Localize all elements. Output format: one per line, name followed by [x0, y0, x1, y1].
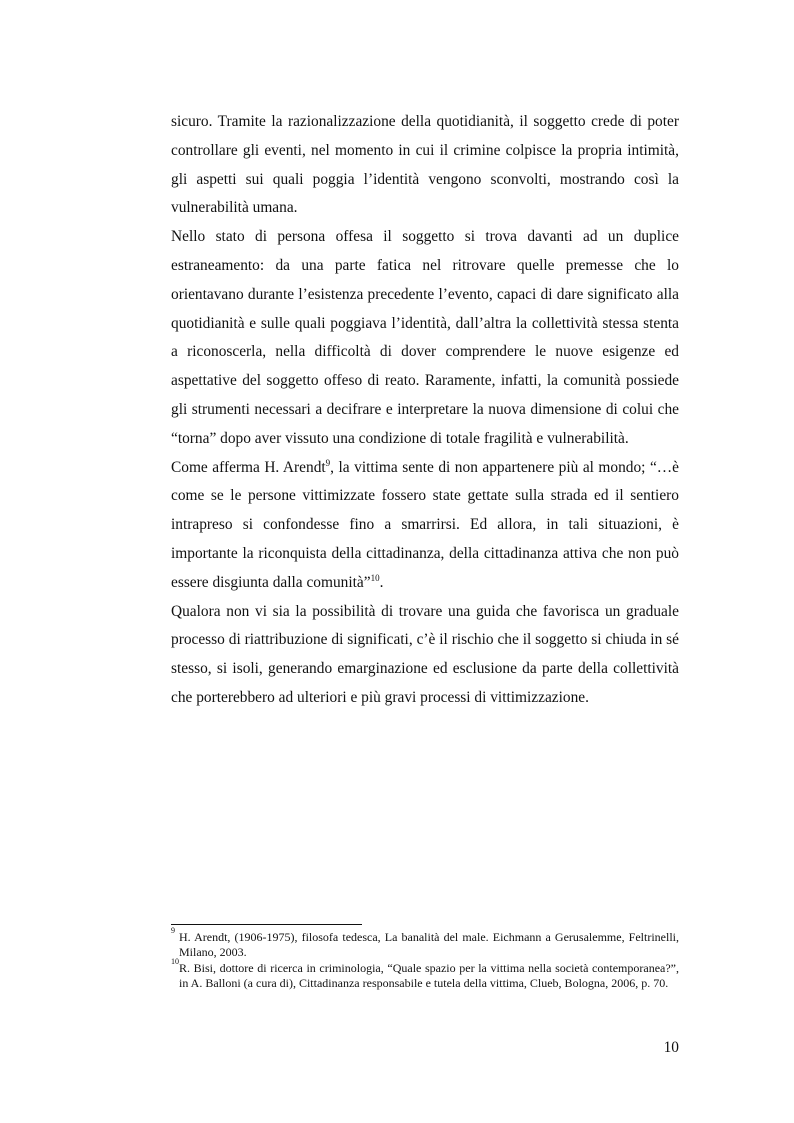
paragraph-3-start: Come afferma H. Arendt — [171, 458, 326, 476]
paragraph-1: sicuro. Tramite la razionalizzazione della quotidianità, il soggetto crede di poter controllare gli eventi, nel momento in cui il crimine colpisce la propria intimità, gli aspetti sui quali poggia l’identità vengono sconvolti, mostrando così la vulnerabilità umana. — [171, 113, 679, 217]
footnote-10 — [171, 956, 679, 992]
footnote-text: R. Bisi, dottore di ricerca in criminologia, “Quale spazio per la vittima nella società contemporanea?”, in A. Balloni (a cura di), Cittadinanza responsabile e tutela della vittima, Clueb, Bologna, 2006, p. 70. — [179, 960, 679, 990]
paragraph-3-quote: , la vittima sente di non appartenere più al mondo; “…è come se le persone vittimizzate fossero state gettate sulla strada ed il sentiero intrapreso si confondesse fino a smarrirsi. Ed allora, in tali situazioni, è importante la riconquista della cittadinanza, della cittadinanza attiva che non può essere disgiunta dalla comunità” — [171, 458, 679, 591]
page-number: 10 — [663, 1039, 679, 1056]
footnote-ref-9[interactable]: 9 — [325, 457, 331, 468]
paragraph-3 — [171, 454, 679, 598]
paragraph-2: Nello stato di persona offesa il soggetto si trova davanti ad un duplice estraneamento: da una parte fatica nel ritrovare quelle premesse che lo orientavano durante l’esistenza precedente l’evento, capaci di dare significato alla quotidianità e sulle quali poggiava l’identità, dall’altra la collettività stessa stenta a riconoscerla, nella difficoltà di dover comprendere le nuove esigenze ed aspettative del soggetto offeso di reato. Raramente, infatti, la comunità possiede gli strumenti necessari a decifrare e interpretare la nuova dimensione di colui che “torna” dopo aver vissuto una condizione di totale fragilità e vulnerabilità. — [171, 228, 679, 447]
paragraph-3-end: . — [379, 573, 384, 591]
footnote-mark: 9 — [171, 926, 175, 935]
footnote-9 — [171, 926, 679, 961]
paragraph-4: Qualora non vi sia la possibilità di trovare una guida che favorisca un graduale processo di riattribuzione di significati, c’è il rischio che il soggetto si chiuda in sé stesso, si isoli, generando emarginazione ed esclusione da parte della collettività che porterebbero ad ulteriori e più gravi processi di vittimizzazione. — [171, 602, 679, 706]
footnote-separator — [171, 924, 362, 925]
footnote-mark: 10 — [171, 956, 179, 966]
footnote-ref-10[interactable]: 10 — [370, 572, 380, 583]
footnote-text: H. Arendt, (1906-1975), filosofa tedesca, La banalità del male. Eichmann a Gerusalemme, Feltrinelli, Milano, 2003. — [179, 930, 679, 960]
footnotes — [171, 926, 679, 991]
body-text — [171, 108, 679, 713]
